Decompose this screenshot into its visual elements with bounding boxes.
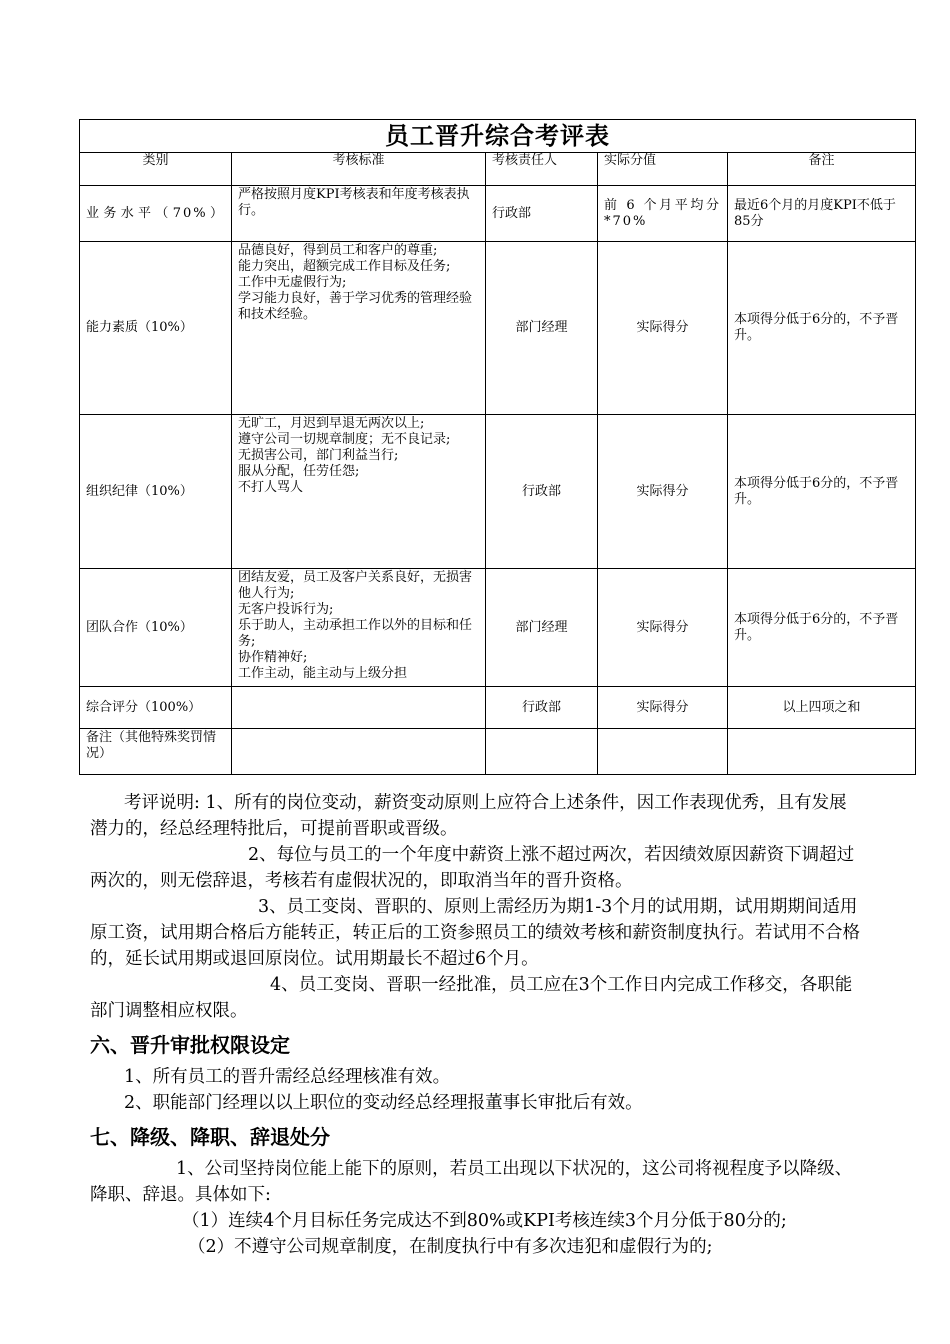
header-note: 备注	[728, 153, 916, 186]
row-standard	[232, 687, 486, 729]
row-category: 备注（其他特殊奖罚情况）	[80, 729, 232, 775]
row-note: 本项得分低于6分的，不予晋升。	[728, 415, 916, 569]
row-category: 业务水平（70%）	[80, 186, 232, 242]
row-score: 实际得分	[598, 569, 728, 687]
document-body	[90, 790, 860, 1260]
row-owner: 部门经理	[486, 242, 598, 415]
list-item: （1）连续4个月目标任务完成达不到80%或KPI考核连续3个月分低于80分的;	[182, 1211, 787, 1231]
list-item: （2）不遵守公司规章制度，在制度执行中有多次违犯和虚假行为的;	[188, 1237, 713, 1257]
row-score: 前 6 个月平均分*70%	[598, 186, 728, 242]
row-score: 实际得分	[598, 687, 728, 729]
section-heading: 六、晋升审批权限设定	[90, 1033, 290, 1057]
list-item: 1、所有员工的晋升需经总经理核准有效。	[124, 1067, 451, 1087]
row-owner: 行政部	[486, 687, 598, 729]
header-owner: 考核责任人	[486, 153, 598, 186]
row-category: 能力素质（10%）	[80, 242, 232, 415]
row-owner: 部门经理	[486, 569, 598, 687]
row-standard: 严格按照月度KPI考核表和年度考核表执行。	[232, 186, 486, 242]
row-owner: 行政部	[486, 415, 598, 569]
row-category: 综合评分（100%）	[80, 687, 232, 729]
row-standard	[232, 729, 486, 775]
row-category: 团队合作（10%）	[80, 569, 232, 687]
note-paragraph-4: 4、员工变岗、晋职一经批准，员工应在3个工作日内完成工作移交，各职能部门调整相应权限。	[90, 975, 853, 1021]
section-heading: 七、降级、降职、辞退处分	[90, 1125, 330, 1149]
header-category: 类别	[80, 153, 232, 186]
row-standard: 品德良好，得到员工和客户的尊重; 能力突出，超额完成工作目标及任务; 工作中无虚假行为; 学习能力良好，善于学习优秀的管理经验和技术经验。	[232, 242, 486, 415]
table-header-row	[80, 153, 916, 186]
row-note: 最近6个月的月度KPI不低于85分	[728, 186, 916, 242]
row-score	[598, 729, 728, 775]
table-row	[80, 687, 916, 729]
header-score: 实际分值	[598, 153, 728, 186]
row-note: 本项得分低于6分的，不予晋升。	[728, 569, 916, 687]
table-row	[80, 242, 916, 415]
row-standard: 团结友爱，员工及客户关系良好，无损害他人行为; 无客户投诉行为; 乐于助人，主动承担工作以外的目标和任务; 协作精神好; 工作主动，能主动与上级分担	[232, 569, 486, 687]
row-standard: 无旷工，月迟到早退无两次以上; 遵守公司一切规章制度；无不良记录; 无损害公司，部门利益当行; 服从分配，任劳任怨; 不打人骂人	[232, 415, 486, 569]
row-score: 实际得分	[598, 415, 728, 569]
note-paragraph-3: 3、员工变岗、晋职的、原则上需经历为期1-3个月的试用期，试用期期间适用原工资，试用期合格后方能转正，转正后的工资参照员工的绩效考核和薪资制度执行。若试用不合格的，延长试用期或退回原岗位。试用期最长不超过6个月。	[90, 897, 860, 969]
table-row	[80, 569, 916, 687]
table-row	[80, 186, 916, 242]
section-intro: 1、公司坚持岗位能上能下的原则，若员工出现以下状况的，这公司将视程度予以降级、降职、辞退。具体如下:	[90, 1159, 853, 1205]
list-item: 2、职能部门经理以以上职位的变动经总经理报董事长审批后有效。	[124, 1093, 643, 1113]
table-row	[80, 415, 916, 569]
row-note: 本项得分低于6分的，不予晋升。	[728, 242, 916, 415]
row-category: 组织纪律（10%）	[80, 415, 232, 569]
table-row	[80, 729, 916, 775]
evaluation-table	[79, 119, 916, 775]
note-paragraph-2: 2、每位与员工的一个年度中薪资上涨不超过两次，若因绩效原因薪资下调超过两次的，则无偿辞退，考核若有虚假状况的，即取消当年的晋升资格。	[90, 845, 855, 891]
row-note	[728, 729, 916, 775]
table-title: 员工晋升综合考评表	[80, 120, 916, 153]
header-standard: 考核标准	[232, 153, 486, 186]
row-score: 实际得分	[598, 242, 728, 415]
row-note: 以上四项之和	[728, 687, 916, 729]
row-owner: 行政部	[486, 186, 598, 242]
note-paragraph-1: 考评说明: 1、所有的岗位变动，薪资变动原则上应符合上述条件，因工作表现优秀，且有发展潜力的，经总经理特批后，可提前晋职或晋级。	[90, 793, 847, 839]
row-owner	[486, 729, 598, 775]
